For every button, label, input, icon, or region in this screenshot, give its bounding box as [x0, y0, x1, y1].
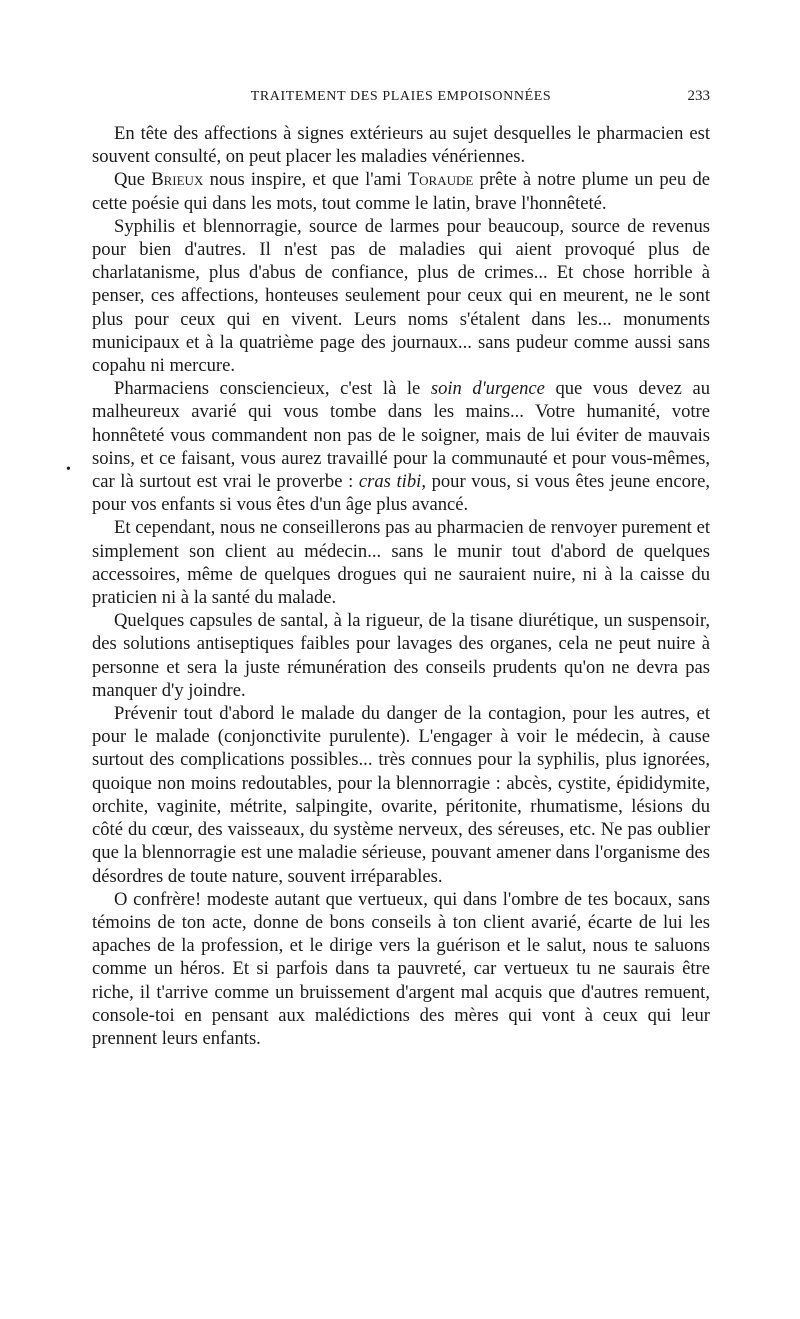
paragraph-2-text-3: prête à notre plume un peu de cette poésie qui dans les mots, tout comme le latin, brave l'honnêteté.	[92, 169, 711, 214]
page-number: 233	[687, 88, 710, 104]
paragraph-6: Quelques capsules de santal, à la rigueur, de la tisane diurétique, un suspensoir, des solutions antiseptiques faibles pour lavages des organes, cela ne peut nuire à personne et sera la juste rémunération des conseils prudents qu'on ne devra pas manquer d'y joindre.	[92, 610, 710, 701]
author-name-toraude: Toraude	[407, 169, 474, 191]
body-text	[92, 122, 710, 1050]
paragraph-2-text-2: nous inspire, et que l'ami	[203, 169, 408, 191]
paragraph-4-text-2: que vous devez au malheureux avarié qui vous tombe dans les mains... Votre humanité, votre honnêteté vous commandent non pas de le soigner, mais de lui éviter de mauvais soins, et ce faisant, vous aurez travaillé pour la communauté et pour vous-mêmes, car là surtout est vrai le proverbe :	[92, 378, 710, 493]
margin-mark: •	[66, 462, 71, 477]
paragraph-5: Et cependant, nous ne conseillerons pas au pharmacien de renvoyer purement et simplement son client au médecin... sans le munir tout d'abord de quelques accessoires, même de quelques drogues qui ne sauraient nuire, ni à la caisse du praticien ni à la santé du malade.	[92, 517, 710, 609]
author-name-brieux: Brieux	[151, 169, 204, 191]
paragraph-3: Syphilis et blennorragie, source de larmes pour beaucoup, source de revenus pour bien d'autres. Il n'est pas de maladies qui aient provoqué plus de charlatanisme, plus d'abus de confiance, plus de crimes... Et chose horrible à penser, ces affections, honteuses seulement pour ceux qui en meurent, ne le sont plus pour ceux qui en vivent. Leurs noms s'étalent dans les... monuments municipaux et à la quatrième page des journaux... sans pudeur comme aussi sans copahu ni mercure.	[92, 215, 710, 377]
paragraph-4-text-3: , pour vous, si vous êtes jeune encore, pour vos enfants si vous êtes d'un âge plus avancé.	[92, 471, 710, 516]
paragraph-4	[92, 377, 710, 516]
paragraph-4-text-1: Pharmaciens consciencieux, c'est là le	[114, 378, 431, 400]
page-header	[92, 88, 710, 108]
italic-cras-tibi: cras tibi	[358, 471, 422, 493]
paragraph-7: Prévenir tout d'abord le malade du danger de la contagion, pour les autres, et pour le malade (conjonctivite purulente). L'engager à voir le médecin, à cause surtout des complications possibles... très connues pour la syphilis, plus ignorées, quoique non moins redoutables, pour la blennorragie : abcès, cystite, épididymite, orchite, vaginite, métrite, salpingite, ovarite, péritonite, rhumatisme, lésions du côté du cœur, des vaisseaux, du système nerveux, des séreuses, etc. Ne pas oublier que la blennorragie est une maladie sérieuse, pouvant amener dans l'organisme des désordres de toute nature, souvent irréparables.	[92, 703, 710, 887]
paragraph-2	[92, 168, 710, 214]
paragraph-1: En tête des affections à signes extérieurs au sujet desquelles le pharmacien est souvent consulté, on peut placer les maladies vénériennes.	[92, 123, 710, 168]
paragraph-8: O confrère! modeste autant que vertueux, qui dans l'ombre de tes bocaux, sans témoins de ton acte, donne de bons conseils à ton client avarié, écarte de lui les apaches de la profession, et le dirige vers la guérison et le salut, nous te saluons comme un héros. Et si parfois dans ta pauvreté, car vertueux tu ne saurais être riche, il t'arrive comme un bruissement d'argent mal acquis que d'autres remuent, console-toi en pensant aux malédictions des mères qui vont à ceux qui leur prennent leurs enfants.	[92, 888, 710, 1049]
italic-soin-urgence: soin d'urgence	[430, 378, 545, 400]
running-title: TRAITEMENT DES PLAIES EMPOISONNÉES	[250, 89, 552, 104]
paragraph-2-text-1: Que	[114, 169, 152, 191]
